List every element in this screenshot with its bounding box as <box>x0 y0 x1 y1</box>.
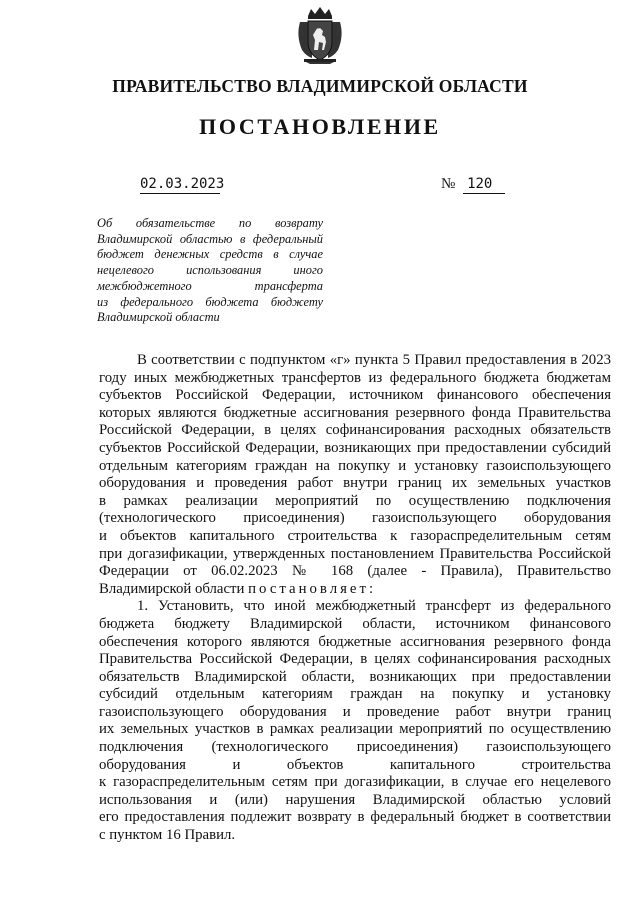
preamble-line: и объектов капитального строительства к газораспределительным сетям <box>99 527 611 544</box>
document-body <box>99 352 611 845</box>
preamble-line: Федерации от 06.02.2023 № 168 (далее - Правила), Правительство <box>99 563 611 580</box>
point-line: обеспечения которого являются бюджетные ассигнования резервного фонда <box>99 633 611 650</box>
point-line: его предоставления подлежит возврату в федеральный бюджет в соответствии <box>99 809 611 826</box>
point-line: с пунктом 16 Правил. <box>99 827 236 844</box>
point-line: бюджета бюджету Владимирской области, источником финансового <box>99 615 611 632</box>
number-sign: № <box>441 176 456 192</box>
point-line: их земельных участков в рамках реализации мероприятий по осуществлению <box>99 721 611 738</box>
preamble-line: отдельным категориям граждан на покупку и установку газоиспользующего <box>99 457 611 474</box>
subject-line: из федерального бюджета бюджету <box>97 294 323 309</box>
subject-line: бюджет денежных средств в случае <box>97 247 323 262</box>
subject-line: Об обязательстве по возврату <box>97 216 323 230</box>
document-date: 02.03.2023 <box>140 176 225 192</box>
subject-line: Владимирской области <box>97 310 220 325</box>
point-line: подключения (технологического присоединения) газоиспользующего <box>99 739 611 756</box>
preamble-end-text: Владимирской области <box>99 580 245 597</box>
point-line: Правительства Российской Федерации, в целях софинансирования расходных <box>99 651 611 668</box>
document-number-value: 120 <box>463 175 505 194</box>
subject-line: Владимирской областью в федеральный <box>97 231 323 246</box>
point-line: газоиспользующего оборудования и проведение работ внутри границ <box>99 703 611 720</box>
preamble-line: в рамках реализации мероприятий по осуществлению подключения <box>99 492 611 509</box>
document-type-title: ПОСТАНОВЛЕНИЕ <box>199 114 441 139</box>
point-line: использования и (или) нарушения Владимирской областью условий <box>99 791 611 808</box>
point-line: субсидий отдельным категориям граждан на покупку и установку <box>99 686 611 703</box>
subject-line: межбюджетного трансферта <box>97 278 323 293</box>
preamble-line: Российской Федерации, в целях софинансирования расходных обязательств <box>99 422 611 439</box>
preamble-line: субъектов Российской Федерации, возникающих при предоставлении субсидий <box>99 439 611 456</box>
decree-word: постановляет: <box>248 580 377 597</box>
coat-of-arms-emblem <box>294 6 346 64</box>
point-line: 1. Установить, что иной межбюджетный трансферт из федерального <box>137 598 611 615</box>
government-title: ПРАВИТЕЛЬСТВО ВЛАДИМИРСКОЙ ОБЛАСТИ <box>112 76 528 96</box>
preamble-line: В соответствии с подпунктом «г» пункта 5 Правил предоставления в 2023 <box>137 352 611 368</box>
subject-block <box>97 216 323 326</box>
preamble-paragraph <box>99 352 611 598</box>
preamble-line: году иных межбюджетных трансфертов из федерального бюджета бюджетам <box>99 369 611 386</box>
point-line: обязательств Владимирской области, возникающих при предоставлении <box>99 668 611 685</box>
preamble-line: субъектов Российской Федерации, источником финансового обеспечения <box>99 387 611 404</box>
subject-line: нецелевого использования иного <box>97 263 323 278</box>
point-1-paragraph <box>99 598 611 844</box>
point-line: к газораспределительным сетям при догазификации, в случае его нецелевого <box>99 774 611 791</box>
preamble-final-line <box>99 581 611 599</box>
preamble-line: (технологического присоединения) газоиспользующего оборудования <box>99 510 611 527</box>
preamble-line: при догазификации, утвержденных постановлением Правительства Российской <box>99 545 611 562</box>
point-line: оборудования и объектов капитального строительства <box>99 756 611 773</box>
preamble-line: которых являются бюджетные ассигнования резервного фонда Правительства <box>99 404 611 421</box>
preamble-line: оборудования и проведения работ внутри границ их земельных участков <box>99 475 611 492</box>
document-number <box>441 175 505 194</box>
